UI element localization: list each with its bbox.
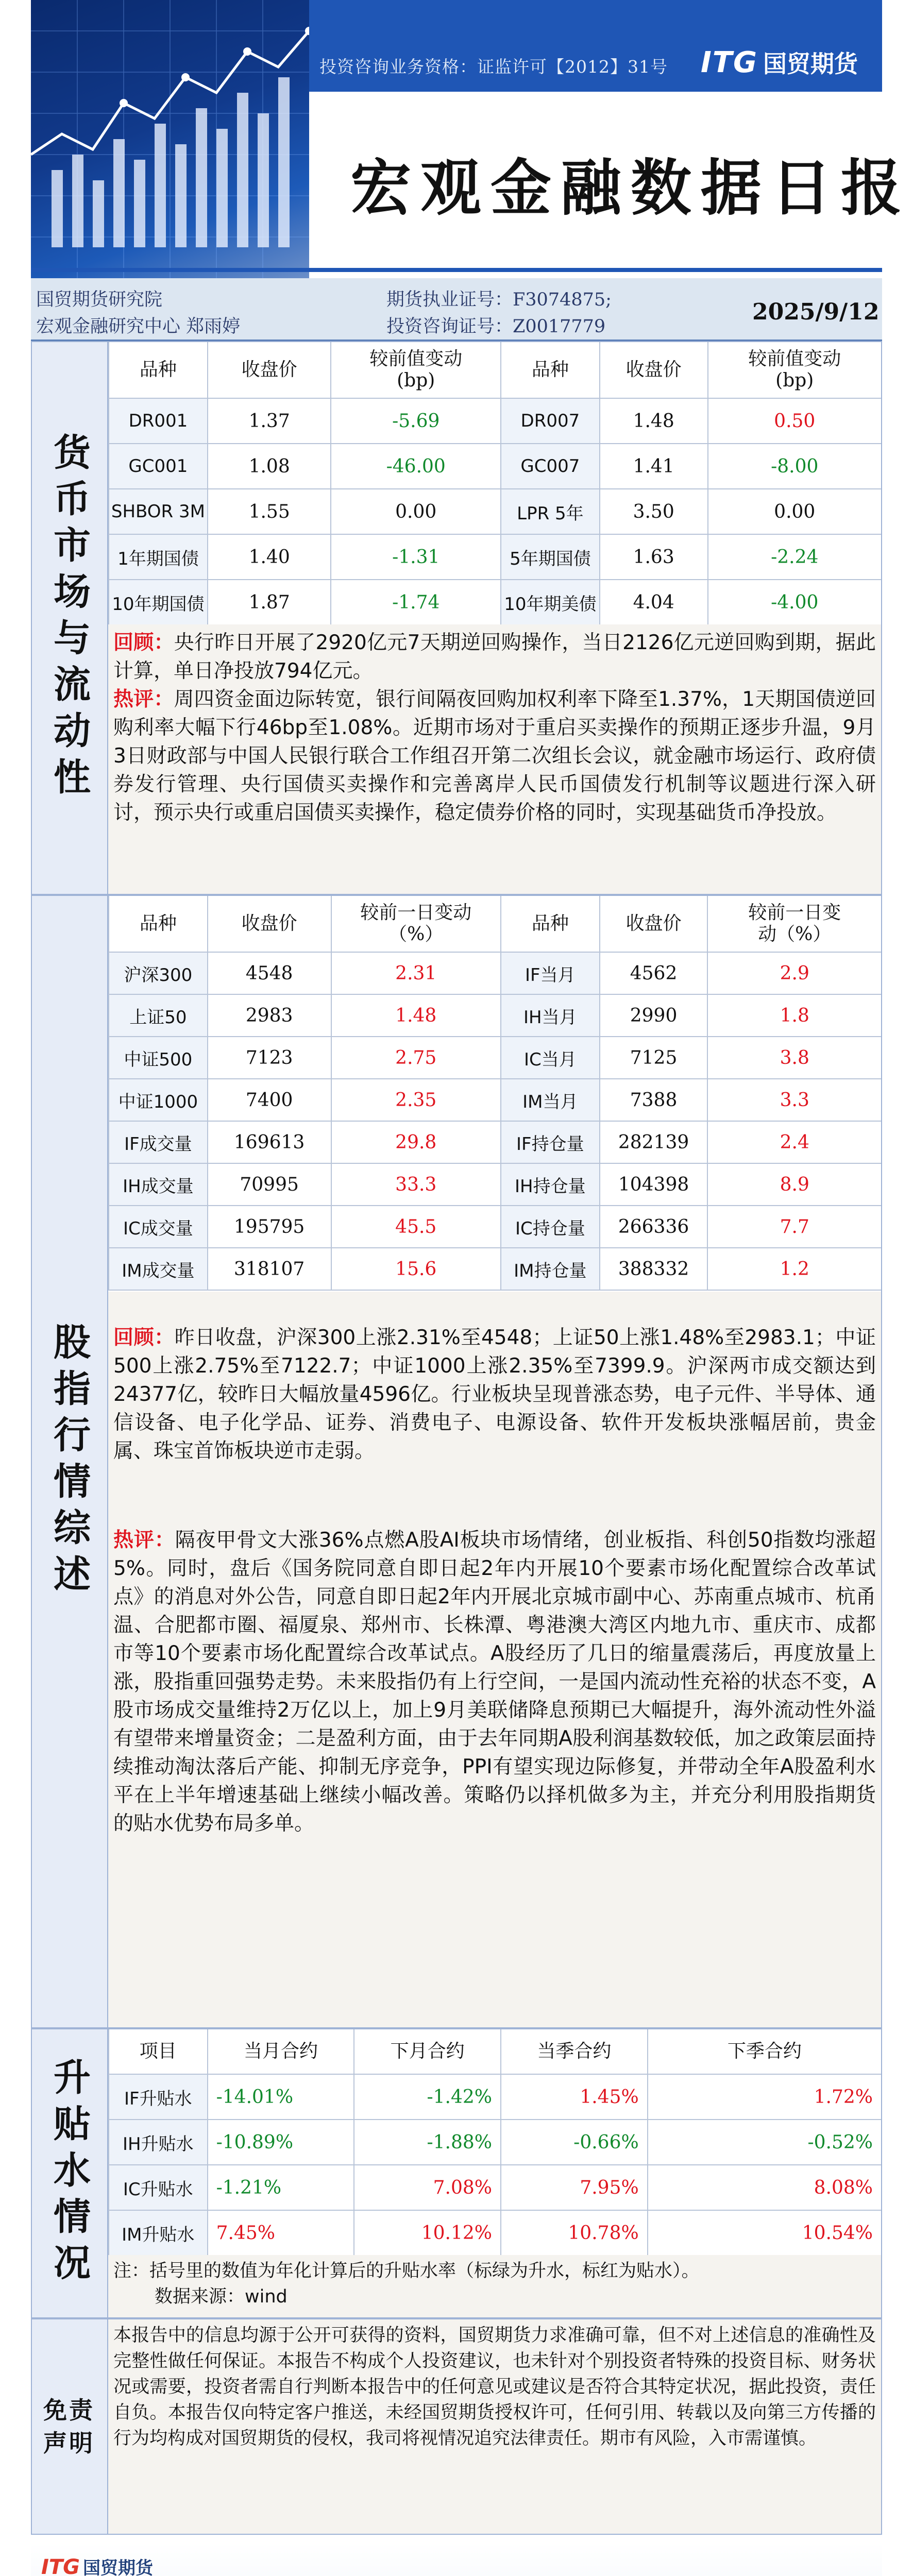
instrument-name: 10年期美债 xyxy=(501,580,600,625)
report-title: 宏观金融数据日报 xyxy=(350,152,911,224)
close-value: 7123 xyxy=(208,1037,331,1079)
header-finance-art xyxy=(31,0,309,278)
logo-cn: 国贸期货 xyxy=(763,50,858,78)
basis-table xyxy=(108,2028,882,2256)
table-header-cell: 品种 xyxy=(501,895,600,952)
institute-name: 国贸期货研究院 xyxy=(36,290,163,310)
instrument-name: DR001 xyxy=(109,398,208,444)
table-row xyxy=(109,2074,882,2120)
close-value: 2983 xyxy=(208,994,331,1037)
table-header-cell: 下月合约 xyxy=(354,2029,501,2074)
instrument-name: IF成交量 xyxy=(109,1121,208,1163)
info-bar xyxy=(31,278,882,341)
change-value: 29.8 xyxy=(331,1121,501,1163)
stock-section xyxy=(108,895,882,2028)
section-label-money-text: 货币市场与流动性 xyxy=(47,432,91,804)
table-header-cell: 当季合约 xyxy=(501,2029,648,2074)
change-value: 0.00 xyxy=(708,489,882,534)
table-header-cell: 收盘价 xyxy=(600,895,708,952)
change-value: 7.7 xyxy=(707,1206,882,1248)
instrument-name: IC成交量 xyxy=(109,1206,208,1248)
instrument-name: IM成交量 xyxy=(109,1248,208,1290)
table-header-cell: 收盘价 xyxy=(208,895,331,952)
change-value: -8.00 xyxy=(708,444,882,489)
change-value: 2.31 xyxy=(331,952,501,994)
close-value: 282139 xyxy=(600,1121,708,1163)
table-row xyxy=(109,2210,882,2256)
close-value: 318107 xyxy=(208,1248,331,1290)
instrument-name: 上证50 xyxy=(109,994,208,1037)
close-value: 1.63 xyxy=(600,534,708,580)
instrument-name: 5年期国债 xyxy=(501,534,600,580)
footer-logo xyxy=(41,2554,153,2576)
instrument-name: GC007 xyxy=(501,444,600,489)
money-hot-tag: 热评： xyxy=(113,688,174,711)
change-value: 2.35 xyxy=(331,1079,501,1121)
close-value: 266336 xyxy=(600,1206,708,1248)
basis-item-name: IF升贴水 xyxy=(109,2074,208,2120)
license-advisory: 投资咨询证号：Z0017779 xyxy=(386,316,606,337)
change-value: 45.5 xyxy=(331,1206,501,1248)
close-value: 4.04 xyxy=(600,580,708,625)
basis-item-name: IH升贴水 xyxy=(109,2120,208,2165)
money-review-text: 央行昨日开展了2920亿元7天期逆回购操作，当日2126亿元逆回购到期，据此计算，单日净投放794亿元。 xyxy=(113,631,876,683)
stock-table xyxy=(108,895,882,1291)
change-value: -1.31 xyxy=(331,534,501,580)
table-header-cell: 较前值变动 (bp) xyxy=(331,342,501,398)
table-row xyxy=(109,534,882,580)
section-label-basis-text: 升贴水情况 xyxy=(47,2057,91,2290)
table-row xyxy=(109,994,882,1037)
change-value: 0.00 xyxy=(331,489,501,534)
basis-value: -0.52% xyxy=(648,2120,882,2165)
instrument-name: GC001 xyxy=(109,444,208,489)
table-header-cell: 品种 xyxy=(109,342,208,398)
close-value: 1.41 xyxy=(600,444,708,489)
basis-value: 10.78% xyxy=(501,2210,648,2256)
change-value: 33.3 xyxy=(331,1163,501,1206)
basis-source: 数据来源：wind xyxy=(155,2286,288,2307)
close-value: 1.48 xyxy=(600,398,708,444)
footer-logo-cn: 国贸期货 xyxy=(83,2558,153,2576)
qualification-text: 投资咨询业务资格：证监许可【2012】31号 xyxy=(319,57,668,77)
table-header-cell: 较前一日变动 （%） xyxy=(331,895,501,952)
instrument-name: 沪深300 xyxy=(109,952,208,994)
table-header-row xyxy=(109,342,882,398)
section-label-stock-text: 股指行情综述 xyxy=(47,1323,91,1601)
change-value: 3.8 xyxy=(707,1037,882,1079)
basis-value: 8.08% xyxy=(648,2165,882,2210)
money-review-tag: 回顾： xyxy=(113,631,174,654)
header-rule xyxy=(31,268,882,272)
close-value: 3.50 xyxy=(600,489,708,534)
table-header-row xyxy=(109,2029,882,2074)
change-value: 8.9 xyxy=(707,1163,882,1206)
instrument-name: IF当月 xyxy=(501,952,600,994)
table-row xyxy=(109,1248,882,1290)
table-header-cell: 下季合约 xyxy=(648,2029,882,2074)
basis-value: 10.54% xyxy=(648,2210,882,2256)
table-header-row xyxy=(109,895,882,952)
basis-value: 7.08% xyxy=(354,2165,501,2210)
basis-value: -1.21% xyxy=(208,2165,354,2210)
license-futures: 期货执业证号：F3074875; xyxy=(386,290,612,310)
basis-item-name: IC升贴水 xyxy=(109,2165,208,2210)
section-label-stock xyxy=(31,895,108,2028)
instrument-name: DR007 xyxy=(501,398,600,444)
instrument-name: IF持仓量 xyxy=(501,1121,600,1163)
change-value: 3.3 xyxy=(707,1079,882,1121)
instrument-name: 中证1000 xyxy=(109,1079,208,1121)
table-row xyxy=(109,398,882,444)
instrument-name: 中证500 xyxy=(109,1037,208,1079)
change-value: -46.00 xyxy=(331,444,501,489)
section-label-basis xyxy=(31,2028,108,2318)
itg-logo xyxy=(701,45,858,79)
basis-value: -0.66% xyxy=(501,2120,648,2165)
close-value: 1.87 xyxy=(208,580,331,625)
table-header-cell: 品种 xyxy=(109,895,208,952)
table-row xyxy=(109,489,882,534)
instrument-name: IM持仓量 xyxy=(501,1248,600,1290)
report-date: 2025/9/12 xyxy=(752,299,880,325)
stock-hot-text: 隔夜甲骨文大涨36%点燃A股AI板块市场情绪，创业板指、科创50指数均涨超5%。同时，盘后《国务院同意自即日起2年内开展10个要素市场化配置综合改革试点》的消息对外公告，同意自即日起2年内开展北京城市副中心、苏南重点城市、杭甬温、合肥都市圈、福厦泉、郑州市、长株潭、粤港澳大湾区内地九市、重庆市、成都市等10个要素市场化配置综合改革试点。A股经历了几日的缩量震荡后，再度放量上涨，股指重回强势走势。未来股指仍有上行空间，一是国内流动性充裕的状态不变，A股市场成交量维持2万亿以上，加上9月美联储降息预期已大幅提升，海外流动性外溢有望带来增量资金；二是盈利方面，由于去年同期A股利润基数较低，加之政策层面持续推动淘汰落后产能、抑制无序竞争，PPI有望实现边际修复，并带动全年A股盈利水平在上半年增速基础上继续小幅改善。策略仍以择机做多为主，并充分利用股指期货的贴水优势布局多单。 xyxy=(113,1529,876,1835)
table-header-cell: 项目 xyxy=(109,2029,208,2074)
close-value: 1.55 xyxy=(208,489,331,534)
basis-item-name: IM升贴水 xyxy=(109,2210,208,2256)
table-row xyxy=(109,1079,882,1121)
instrument-name: IC持仓量 xyxy=(501,1206,600,1248)
change-value: 2.75 xyxy=(331,1037,501,1079)
change-value: 15.6 xyxy=(331,1248,501,1290)
report-header xyxy=(0,0,913,278)
disclaimer-text: 本报告中的信息均源于公开可获得的资料，国贸期货力求准确可靠，但不对上述信息的准确性及完整性做任何保证。本报告不构成个人投资建议，也未针对个别投资者特殊的投资目标、财务状况或需要，投资者需自行判断本报告中的任何意见或建议是否符合其特定状况，据此投资，责任自负。本报告仅向特定客户推送，未经国贸期货授权许可，任何引用、转载以及向第三方传播的行为均构成对国贸期货的侵权，我司将视情况追究法律责任。期市有风险，入市需谨慎。 xyxy=(113,2325,876,2449)
basis-value: -1.88% xyxy=(354,2120,501,2165)
stock-hot-tag: 热评： xyxy=(113,1529,175,1552)
close-value: 4562 xyxy=(600,952,708,994)
table-row xyxy=(109,444,882,489)
change-value: 0.50 xyxy=(708,398,882,444)
money-section xyxy=(108,341,882,895)
instrument-name: IH成交量 xyxy=(109,1163,208,1206)
table-header-cell: 品种 xyxy=(501,342,600,398)
stock-review xyxy=(113,1324,876,1465)
instrument-name: 1年期国债 xyxy=(109,534,208,580)
close-value: 1.37 xyxy=(208,398,331,444)
instrument-name: 10年期国债 xyxy=(109,580,208,625)
money-review xyxy=(113,629,876,685)
section-label-money xyxy=(31,341,108,895)
section-label-disclaimer-text: 免责 声明 xyxy=(43,2396,95,2457)
change-value: -4.00 xyxy=(708,580,882,625)
close-value: 7400 xyxy=(208,1079,331,1121)
table-row xyxy=(109,1163,882,1206)
basis-value: -14.01% xyxy=(208,2074,354,2120)
change-value: 2.9 xyxy=(707,952,882,994)
close-value: 70995 xyxy=(208,1163,331,1206)
close-value: 169613 xyxy=(208,1121,331,1163)
close-value: 1.40 xyxy=(208,534,331,580)
basis-note-text: 注：括号里的数值为年化计算后的升贴水率（标绿为升水，标红为贴水）。 xyxy=(113,2261,700,2281)
disclaimer-section xyxy=(108,2318,882,2535)
instrument-name: IH持仓量 xyxy=(501,1163,600,1206)
close-value: 4548 xyxy=(208,952,331,994)
basis-value: -10.89% xyxy=(208,2120,354,2165)
table-row xyxy=(109,1121,882,1163)
close-value: 7388 xyxy=(600,1079,708,1121)
instrument-name: IM当月 xyxy=(501,1079,600,1121)
table-row xyxy=(109,2165,882,2210)
table-row xyxy=(109,580,882,625)
close-value: 195795 xyxy=(208,1206,331,1248)
close-value: 388332 xyxy=(600,1248,708,1290)
money-hot xyxy=(113,685,876,827)
stock-review-tag: 回顾： xyxy=(113,1326,175,1349)
close-value: 2990 xyxy=(600,994,708,1037)
basis-value: 1.45% xyxy=(501,2074,648,2120)
basis-value: 1.72% xyxy=(648,2074,882,2120)
basis-value: 7.95% xyxy=(501,2165,648,2210)
table-header-cell: 较前值变动 (bp) xyxy=(708,342,882,398)
change-value: -2.24 xyxy=(708,534,882,580)
change-value: 1.2 xyxy=(707,1248,882,1290)
table-header-cell: 收盘价 xyxy=(208,342,331,398)
table-row xyxy=(109,1037,882,1079)
close-value: 7125 xyxy=(600,1037,708,1079)
instrument-name: IC当月 xyxy=(501,1037,600,1079)
money-hot-text: 周四资金面边际转宽，银行间隔夜回购加权利率下降至1.37%，1天期国债逆回购利率大幅下行46bp至1.08%。近期市场对于重启买卖操作的预期正逐步升温，9月3日财政部与中国人民银行联合工作组召开第二次组长会议，就金融市场运行、政府债券发行管理、央行国债买卖操作和完善离岸人民币国债发行机制等议题进行深入研讨，预示央行或重启国债买卖操作，稳定债券价格的同时，实现基础货币净投放。 xyxy=(113,688,876,824)
table-row xyxy=(109,952,882,994)
basis-section xyxy=(108,2028,882,2318)
stock-hot xyxy=(113,1526,876,1838)
logo-itg: ITG xyxy=(701,46,758,79)
company-footer xyxy=(31,2543,882,2576)
change-value: 2.4 xyxy=(707,1121,882,1163)
research-center: 宏观金融研究中心 郑雨婷 xyxy=(36,316,241,337)
table-header-cell: 收盘价 xyxy=(600,342,708,398)
stock-review-text: 昨日收盘，沪深300上涨2.31%至4548；上证50上涨1.48%至2983.1；中证500上涨2.75%至7122.7；中证1000上涨2.35%至7399.9。沪深两市成交额达到24377亿，较昨日大幅放量4596亿。行业板块呈现普涨态势，电子元件、半导体、通信设备、电子化学品、证券、消费电子、电源设备、软件开发板块涨幅居前，贵金属、珠宝首饰板块逆市走弱。 xyxy=(113,1326,876,1463)
section-label-disclaimer xyxy=(31,2318,108,2535)
basis-value: 10.12% xyxy=(354,2210,501,2256)
table-row xyxy=(109,1206,882,1248)
close-value: 1.08 xyxy=(208,444,331,489)
basis-note xyxy=(113,2258,876,2310)
basis-value: 7.45% xyxy=(208,2210,354,2256)
instrument-name: IH当月 xyxy=(501,994,600,1037)
footer-logo-itg: ITG xyxy=(41,2555,80,2576)
table-header-cell: 较前一日变 动（%） xyxy=(707,895,882,952)
change-value: 1.48 xyxy=(331,994,501,1037)
change-value: 1.8 xyxy=(707,994,882,1037)
change-value: -1.74 xyxy=(331,580,501,625)
basis-value: -1.42% xyxy=(354,2074,501,2120)
money-table xyxy=(108,341,882,625)
table-header-cell: 当月合约 xyxy=(208,2029,354,2074)
table-row xyxy=(109,2120,882,2165)
instrument-name: SHBOR 3M xyxy=(109,489,208,534)
close-value: 104398 xyxy=(600,1163,708,1206)
change-value: -5.69 xyxy=(331,398,501,444)
instrument-name: LPR 5年 xyxy=(501,489,600,534)
